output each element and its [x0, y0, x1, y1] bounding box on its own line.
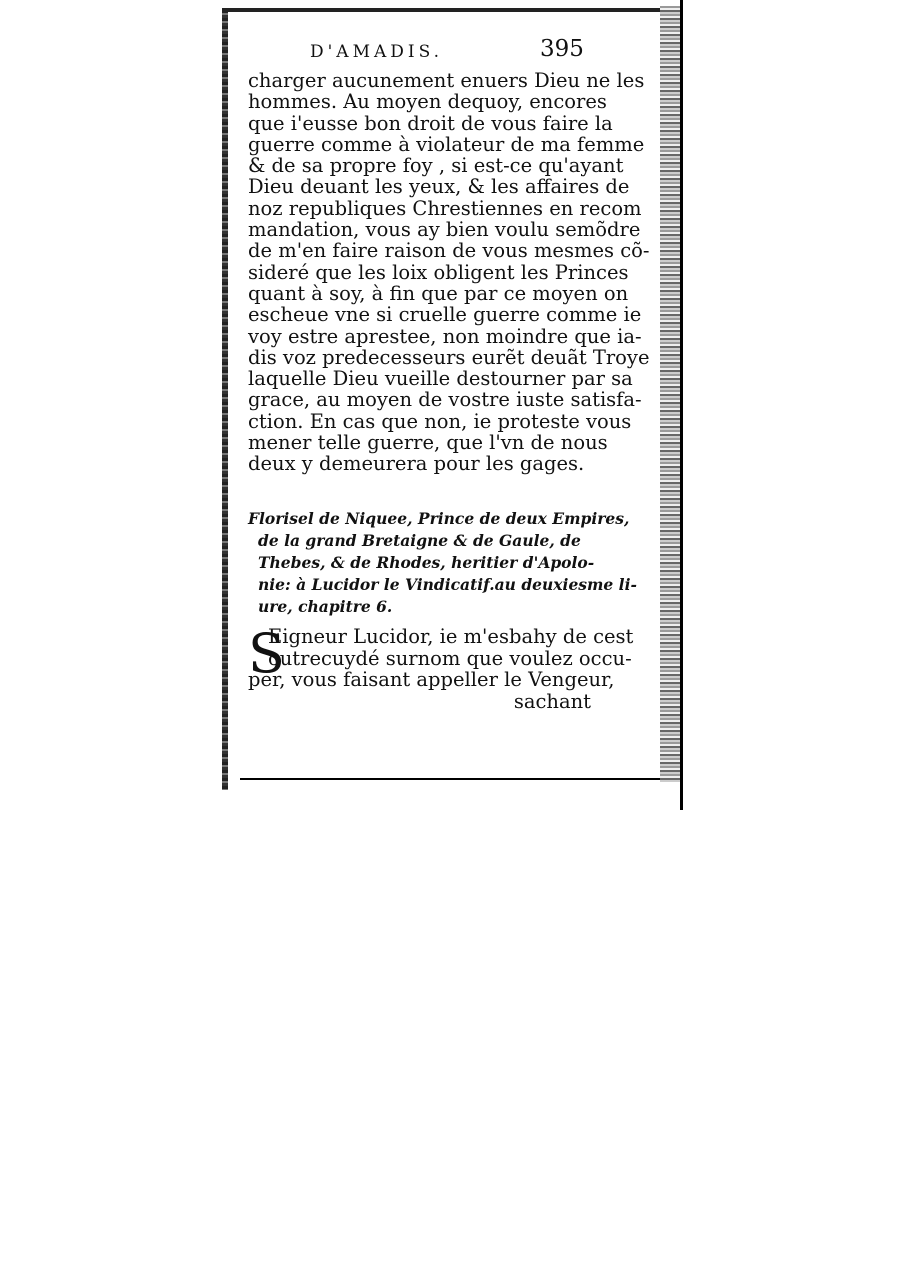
letter-body — [248, 622, 634, 713]
running-title: D'AMADIS. — [310, 42, 444, 62]
heading-line: ure, chapitre 6. — [258, 597, 393, 616]
text-line: per, vous faisant appeller le Vengeur, — [248, 668, 615, 691]
heading-line: Thebes, & de Rhodes, heritier d'Apolo- — [258, 553, 595, 572]
text-line: Dieu deuant les yeux, & les affaires de — [248, 175, 630, 199]
text-line: dis voz predecesseurs eurẽt deuãt Troye — [248, 345, 650, 369]
text-line: outrecuydé surnom que voulez occu- — [268, 646, 632, 670]
text-line: hommes. Au moyen dequoy, encores — [248, 90, 607, 114]
text-line: noz republiques Chrestiennes en recom — [248, 196, 642, 220]
text-line: ction. En cas que non, ie proteste vous — [248, 409, 632, 433]
heading-line: nie: à Lucidor le Vindicatif.au deuxiesme li- — [258, 575, 637, 594]
page-fore-edge — [660, 6, 680, 782]
text-line: Eigneur Lucidor, ie m'esbahy de cest — [268, 625, 634, 648]
heading-line: de la grand Bretaigne & de Gaule, de — [258, 531, 581, 550]
page-number: 395 — [540, 36, 584, 62]
text-line: quant à soy, à fin que par ce moyen on — [248, 281, 629, 305]
drop-cap: S — [248, 622, 285, 685]
binding-edge — [222, 10, 228, 790]
text-line: que i'eusse bon droit de vous faire la — [248, 111, 613, 135]
text-line: guerre comme à violateur de ma femme — [248, 132, 645, 156]
text-line: laquelle Dieu vueille destourner par sa — [248, 367, 633, 391]
page-top-edge — [222, 8, 662, 12]
text-line: charger aucunement enuers Dieu ne les — [248, 69, 645, 92]
letter-heading — [248, 508, 637, 618]
text-line: sideré que les loix obligent les Princes — [248, 260, 629, 284]
text-line: deux y demeurera pour les gages. — [248, 452, 585, 476]
scan-border-line — [680, 0, 683, 810]
text-line: mandation, vous ay bien voulu semõdre — [248, 218, 641, 242]
catchword: sachant — [513, 689, 591, 713]
text-line: voy estre aprestee, non moindre que ia- — [248, 324, 642, 348]
text-line: escheue vne si cruelle guerre comme ie — [248, 303, 642, 327]
page-bottom-edge — [240, 778, 660, 780]
text-line: de m'en faire raison de vous mesmes cõ- — [248, 239, 650, 263]
text-line: mener telle guerre, que l'vn de nous — [248, 431, 608, 455]
text-line: grace, au moyen de vostre iuste satisfa- — [248, 388, 642, 412]
heading-line: Florisel de Niquee, Prince de deux Empires, — [248, 509, 630, 528]
body-text — [248, 69, 650, 476]
text-line: & de sa propre foy , si est-ce qu'ayant — [248, 154, 624, 178]
